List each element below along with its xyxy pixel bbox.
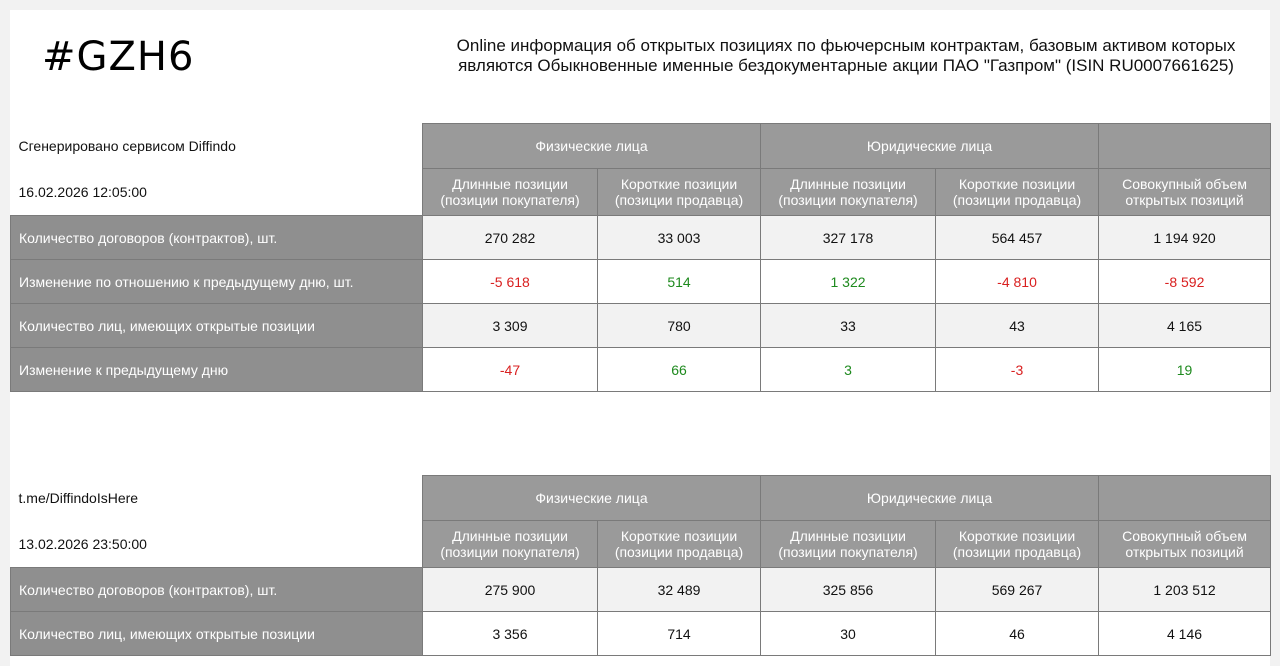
cell-value-negative: -8 592: [1099, 260, 1271, 304]
positions-table-previous: [10, 475, 1271, 656]
cell-value-positive: 3: [761, 348, 936, 392]
col-header-legal-short: Короткие позиции (позиции продавца): [936, 521, 1099, 568]
cell-value: 32 489: [598, 568, 761, 612]
cell-value: 46: [936, 612, 1099, 656]
table-row: [11, 216, 1271, 260]
cell-value: 33: [761, 304, 936, 348]
row-label: Количество лиц, имеющих открытые позиции: [11, 612, 423, 656]
snapshot-datetime: 13.02.2026 23:50:00: [11, 521, 423, 568]
row-label: Изменение по отношению к предыдущему дню, шт.: [11, 260, 423, 304]
report-page: [10, 10, 1270, 666]
group-header-legal: Юридические лица: [761, 476, 1099, 521]
cell-value-positive: 66: [598, 348, 761, 392]
group-header-physical: Физические лица: [423, 476, 761, 521]
cell-value: 327 178: [761, 216, 936, 260]
report-headline: Online информация об открытых позициях по фьючерсным контрактам, базовым активом которых являются Обыкновенные именные бездокументарные акции ПАО "Газпром" (ISIN RU0007661625): [456, 36, 1236, 75]
group-header-physical: Физические лица: [423, 124, 761, 169]
group-header-legal: Юридические лица: [761, 124, 1099, 169]
row-label: Количество договоров (контрактов), шт.: [11, 216, 423, 260]
row-label: Изменение к предыдущему дню: [11, 348, 423, 392]
cell-value-negative: -4 810: [936, 260, 1099, 304]
cell-value: 4 146: [1099, 612, 1271, 656]
row-label: Количество договоров (контрактов), шт.: [11, 568, 423, 612]
table-row: [11, 612, 1271, 656]
cell-value-positive: 19: [1099, 348, 1271, 392]
cell-value-positive: 514: [598, 260, 761, 304]
col-header-physical-long: Длинные позиции (позиции покупателя): [423, 521, 598, 568]
group-header-empty: [1099, 476, 1271, 521]
source-link: t.me/DiffindoIsHere: [11, 476, 423, 521]
cell-value: 3 309: [423, 304, 598, 348]
cell-value: 270 282: [423, 216, 598, 260]
source-label: Сгенерировано сервисом Diffindo: [11, 124, 423, 169]
group-header-empty: [1099, 124, 1271, 169]
cell-value: 275 900: [423, 568, 598, 612]
cell-value: 325 856: [761, 568, 936, 612]
cell-value: 3 356: [423, 612, 598, 656]
cell-value-negative: -3: [936, 348, 1099, 392]
cell-value-positive: 1 322: [761, 260, 936, 304]
cell-value: 569 267: [936, 568, 1099, 612]
table-row: [11, 568, 1271, 612]
cell-value: 4 165: [1099, 304, 1271, 348]
cell-value: 714: [598, 612, 761, 656]
cell-value: 1 194 920: [1099, 216, 1271, 260]
cell-value-negative: -47: [423, 348, 598, 392]
cell-value: 1 203 512: [1099, 568, 1271, 612]
cell-value: 43: [936, 304, 1099, 348]
col-header-legal-short: Короткие позиции (позиции продавца): [936, 169, 1099, 216]
col-header-total: Совокупный объем открытых позиций: [1099, 169, 1271, 216]
table-row: [11, 304, 1271, 348]
col-header-legal-long: Длинные позиции (позиции покупателя): [761, 169, 936, 216]
col-header-physical-short: Короткие позиции (позиции продавца): [598, 521, 761, 568]
col-header-total: Совокупный объем открытых позиций: [1099, 521, 1271, 568]
col-header-physical-long: Длинные позиции (позиции покупателя): [423, 169, 598, 216]
ticker-title: #GZH6: [42, 34, 195, 80]
table-row: [11, 348, 1271, 392]
cell-value: 780: [598, 304, 761, 348]
snapshot-datetime: 16.02.2026 12:05:00: [11, 169, 423, 216]
table-row: [11, 260, 1271, 304]
positions-table-current: [10, 123, 1271, 392]
row-label: Количество лиц, имеющих открытые позиции: [11, 304, 423, 348]
cell-value-negative: -5 618: [423, 260, 598, 304]
col-header-legal-long: Длинные позиции (позиции покупателя): [761, 521, 936, 568]
cell-value: 564 457: [936, 216, 1099, 260]
cell-value: 30: [761, 612, 936, 656]
col-header-physical-short: Короткие позиции (позиции продавца): [598, 169, 761, 216]
cell-value: 33 003: [598, 216, 761, 260]
